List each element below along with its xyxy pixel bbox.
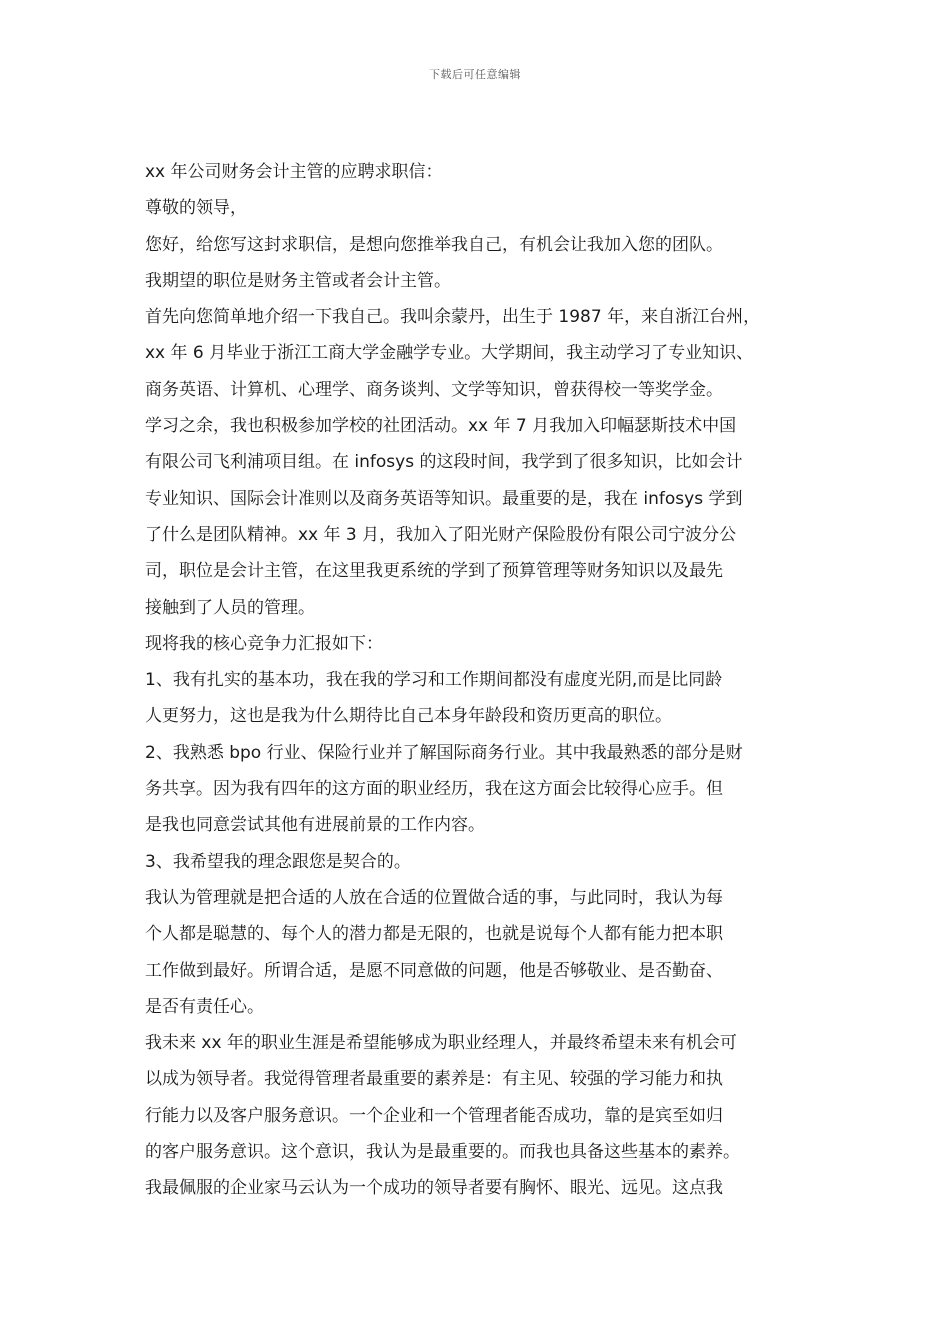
text-line: 行能力以及客户服务意识。一个企业和一个管理者能否成功，靠的是宾至如归: [145, 1105, 723, 1126]
text-line: 有限公司飞利浦项目组。在 infosys 的这段时间，我学到了很多知识，比如会计: [145, 452, 743, 473]
text-line: 尊敬的领导，: [145, 198, 247, 219]
text-line: 是否有责任心。: [145, 996, 264, 1017]
text-line: 司，职位是会计主管，在这里我更系统的学到了预算管理等财务知识以及最先: [145, 561, 723, 582]
text-line: 我未来 xx 年的职业生涯是希望能够成为职业经理人，并最终希望未来有机会可: [145, 1033, 737, 1054]
text-line: 是我也同意尝试其他有进展前景的工作内容。: [145, 815, 485, 836]
text-line: 我认为管理就是把合适的人放在合适的位置做合适的事，与此同时，我认为每: [145, 887, 723, 908]
text-line: 学习之余，我也积极参加学校的社团活动。xx 年 7 月我加入印幅瑟斯技术中国: [145, 416, 737, 437]
text-line: 您好，给您写这封求职信，是想向您推举我自己，有机会让我加入您的团队。: [145, 234, 723, 255]
text-line: 专业知识、国际会计准则以及商务英语等知识。最重要的是，我在 infosys 学到: [145, 488, 743, 509]
text-line: 接触到了人员的管理。: [145, 597, 315, 618]
header-note: 下载后可任意编辑: [429, 68, 521, 81]
text-line: xx 年 6 月毕业于浙江工商大学金融学专业。大学期间，我主动学习了专业知识、: [145, 343, 754, 364]
text-line: 我期望的职位是财务主管或者会计主管。: [145, 270, 451, 291]
text-line: 以成为领导者。我觉得管理者最重要的素养是：有主见、较强的学习能力和执: [145, 1069, 723, 1090]
text-line: 首先向您简单地介绍一下我自己。我叫余蒙丹，出生于 1987 年，来自浙江台州，: [145, 307, 761, 328]
text-line: 现将我的核心竞争力汇报如下：: [145, 633, 383, 654]
text-line: 1、我有扎实的基本功，我在我的学习和工作期间都没有虚度光阴,而是比同龄: [145, 670, 723, 691]
letter-body: [145, 154, 825, 1207]
text-line: 务共享。因为我有四年的这方面的职业经历，我在这方面会比较得心应手。但: [145, 779, 723, 800]
text-line: 了什么是团队精神。xx 年 3 月，我加入了阳光财产保险股份有限公司宁波分公: [145, 524, 737, 545]
text-line: 商务英语、计算机、心理学、商务谈判、文学等知识，曾获得校一等奖学金。: [145, 379, 723, 400]
text-line: 我最佩服的企业家马云认为一个成功的领导者要有胸怀、眼光、远见。这点我: [145, 1178, 723, 1199]
text-line: 个人都是聪慧的、每个人的潜力都是无限的，也就是说每个人都有能力把本职: [145, 924, 723, 945]
text-line: 的客户服务意识。这个意识，我认为是最重要的。而我也具备这些基本的素养。: [145, 1142, 740, 1163]
text-line: 3、我希望我的理念跟您是契合的。: [145, 851, 411, 872]
text-line: xx 年公司财务会计主管的应聘求职信：: [145, 162, 443, 182]
text-line: 2、我熟悉 bpo 行业、保险行业并了解国际商务行业。其中我最熟悉的部分是财: [145, 742, 743, 763]
text-line: 人更努力，这也是我为什么期待比自己本身年龄段和资历更高的职位。: [145, 706, 672, 727]
text-line: 工作做到最好。所谓合适，是愿不同意做的问题，他是否够敬业、是否勤奋、: [145, 960, 723, 981]
